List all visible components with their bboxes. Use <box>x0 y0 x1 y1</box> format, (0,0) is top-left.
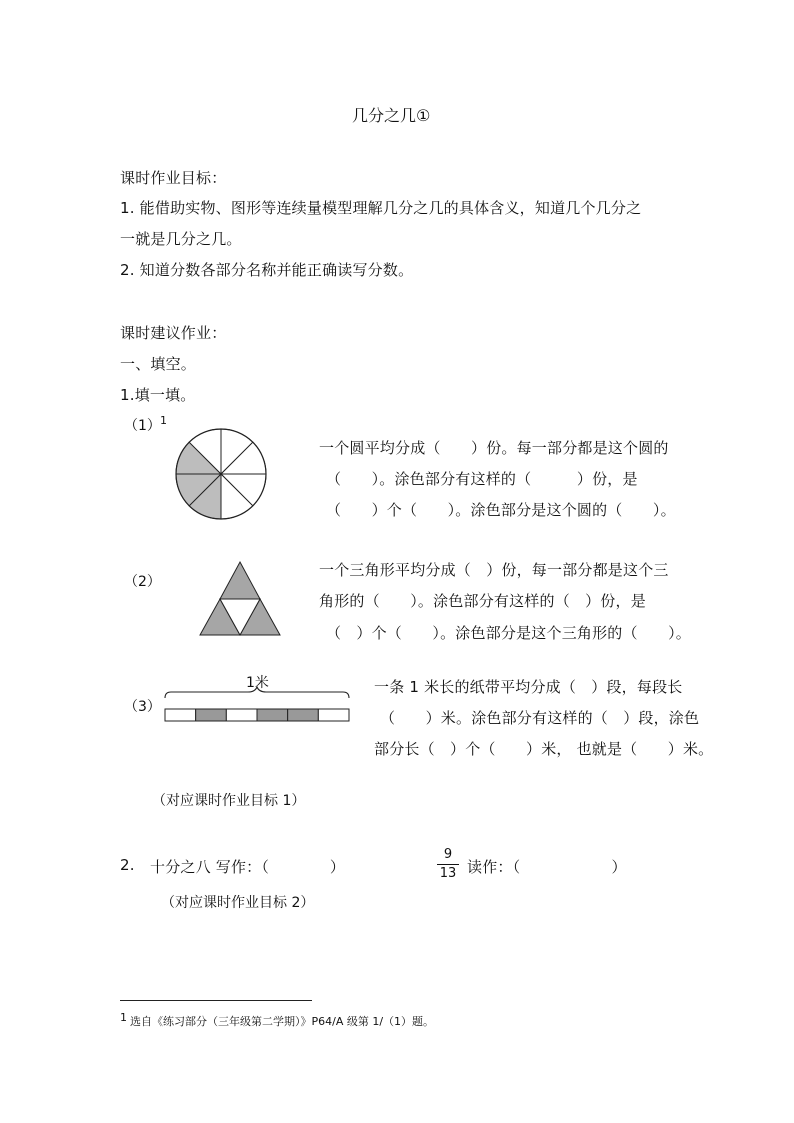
fraction-nine-thirteenths <box>437 847 459 882</box>
fraction-numerator: 9 <box>443 847 453 862</box>
q1-3-label: （3） <box>124 699 161 715</box>
q2-number: 2. <box>120 856 135 874</box>
target-note-1: （对应课时作业目标 1） <box>152 793 306 809</box>
ribbon-segment-shaded <box>288 709 319 721</box>
q2-read-prompt: 读作：（ ） <box>467 858 627 876</box>
ribbon-segment <box>165 709 196 721</box>
q2-write-prompt: 十分之八 写作：（ ） <box>150 858 346 876</box>
q1-3-line-3: 部分长（ ）个（ ）米， 也就是（ ）米。 <box>374 740 714 758</box>
homework-heading: 课时建议作业： <box>120 324 227 342</box>
ribbon-diagram <box>163 686 353 722</box>
q1-1-line-2: （ ）。涂色部分有这样的（ ）份，是 <box>326 470 638 488</box>
triangle-diagram <box>199 561 281 636</box>
ribbon-segment-shaded <box>257 709 288 721</box>
goals-heading: 课时作业目标： <box>120 169 227 187</box>
q1-3-line-2: （ ）米。涂色部分有这样的（ ）段，涂色 <box>380 709 700 727</box>
target-note-2: （对应课时作业目标 2） <box>161 895 315 911</box>
q1-1-label: （1） <box>124 418 161 434</box>
footnote-reference: 1 <box>160 414 167 427</box>
ribbon-segment <box>318 709 349 721</box>
ribbon-segment <box>226 709 257 721</box>
section-fill-blank: 一、填空。 <box>120 355 197 373</box>
page-title: 几分之几① <box>352 106 431 125</box>
ribbon-length-label: 1米 <box>246 675 269 691</box>
fraction-denominator: 13 <box>439 866 457 881</box>
ribbon-segment-shaded <box>196 709 227 721</box>
q1-2-line-2: 角形的（ ）。涂色部分有这样的（ ）份，是 <box>319 592 646 610</box>
goal-item-1-line-1: 1. 能借助实物、图形等连续量模型理解几分之几的具体含义，知道几个几分之 <box>120 199 642 217</box>
goal-item-1-line-2: 一就是几分之几。 <box>120 230 242 248</box>
q1-1-line-3: （ ）个（ ）。涂色部分是这个圆的（ ）。 <box>326 501 676 519</box>
triangle-top-shaded <box>220 562 260 599</box>
goal-item-2: 2. 知道分数各部分名称并能正确读写分数。 <box>120 261 414 279</box>
q1-1-line-1: 一个圆平均分成（ ）份。每一部分都是这个圆的 <box>319 439 669 457</box>
q1-3-line-1: 一条 1 米长的纸带平均分成（ ）段，每段长 <box>374 678 683 696</box>
q1-2-line-3: （ ）个（ ）。涂色部分是这个三角形的（ ）。 <box>326 624 692 642</box>
footnote-separator <box>120 1000 312 1001</box>
ribbon-brace <box>165 687 349 698</box>
footnote-mark: 1 <box>120 1011 127 1024</box>
q1-2-label: （2） <box>124 574 161 590</box>
q1-2-line-1: 一个三角形平均分成（ ）份，每一部分都是这个三 <box>319 561 669 579</box>
circle-diagram <box>175 428 267 520</box>
footnote-text: 选自《练习部分（三年级第二学期）》P64/A 级第 1/（1）题。 <box>130 1015 435 1028</box>
question-1-label: 1.填一填。 <box>120 386 196 404</box>
fraction-bar <box>437 864 459 865</box>
